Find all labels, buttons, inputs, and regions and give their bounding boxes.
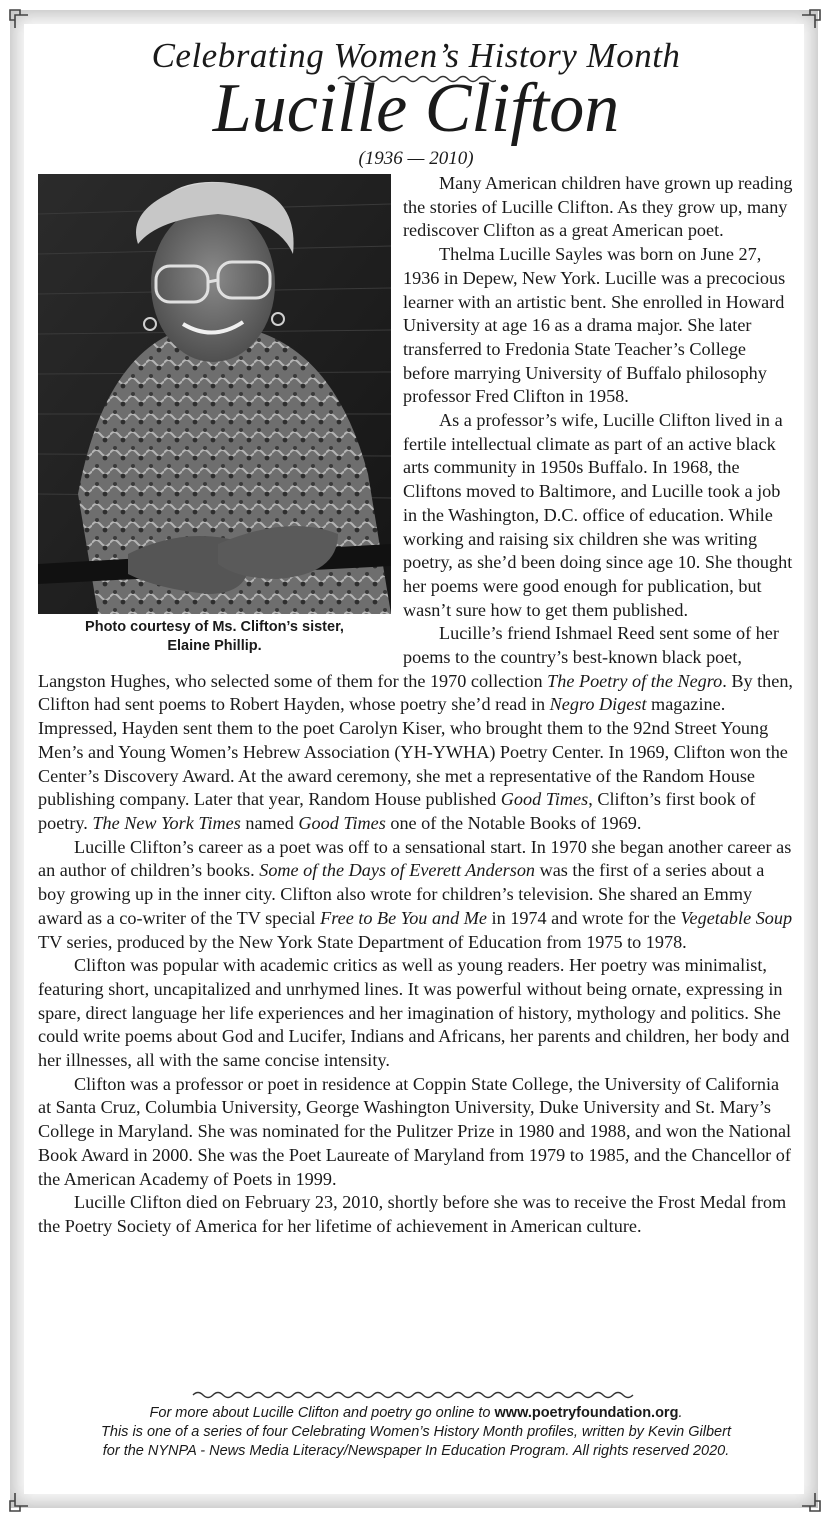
corner-ornament-top-right bbox=[800, 8, 822, 30]
subject-name: Lucille Clifton bbox=[212, 70, 620, 147]
paragraph-3: As a professor’s wife, Lucille Clifton lived in a fertile intellectual climate as part of an active black arts community in 1950s Buffalo. In 1968, the Cliftons moved to Baltimore, and Lucille took a job in the Washington, D.C. office of education. While working and raising six children she was writing poetry, as she’d been doing since age 10. She thought her poems were good enough for publication, but wasn’t sure how to get them published. bbox=[403, 410, 793, 620]
paragraph-7: Clifton was a professor or poet in residence at Coppin State College, the University of California at Santa Cruz, Columbia University, George Washington University, Duke University and St. Mary’s College in Maryland. She was nominated for the Pulitzer Prize in 1980 and 1988, and won the National Book Award in 2000. She was the Poet Laureate of Maryland from 1979 to 1985, and the Chancellor of the American Academy of Poets in 1999. bbox=[38, 1073, 792, 1189]
article-body bbox=[38, 172, 794, 1239]
photo-caption bbox=[38, 618, 391, 656]
photo-caption-line1: Photo courtesy of Ms. Clifton’s sister, bbox=[85, 619, 344, 635]
corner-ornament-bottom-left bbox=[8, 1491, 30, 1513]
paragraph-2: Thelma Lucille Sayles was born on June 27, 1936 in Depew, New York. Lucille was a precocious learner with an artistic bent. She enrolled in Howard University at age 16 as a drama major. She later transferred to Fredonia State Teacher’s College before marrying University of Buffalo philosophy professor Fred Clifton in 1958. bbox=[403, 244, 786, 407]
paragraph-8: Lucille Clifton died on February 23, 2010, shortly before she was to receive the Frost Medal from the Poetry Society of America for her lifetime of achievement in American culture. bbox=[38, 1192, 787, 1236]
paragraph-4: Lucille’s friend Ishmael Reed sent some of her poems to the country’s best-known black poet, Langston Hughes, who selected some of them for the 1970 collection The Poetry of the Negro. By then, Clifton had sent poems to Robert Hayden, whose poetry she’d read in Negro Digest magazine. Impressed, Hayden sent them to the poet Carolyn Kiser, who brought them to the 92nd Street Young Men’s and Young Women’s Hebrew Association (YH-YWHA) Poetry Center. In 1969, Clifton won the Center’s Discovery Award. At the award ceremony, she met a representative of the Random House publishing company. Later that year, Random House published Good Times, Clifton’s first book of poetry. The New York Times named Good Times one of the Notable Books of 1969. bbox=[38, 623, 793, 833]
corner-ornament-bottom-right bbox=[800, 1491, 822, 1513]
portrait-photo bbox=[38, 174, 391, 614]
poetry-foundation-link[interactable]: www.poetryfoundation.org bbox=[494, 1405, 679, 1421]
subject-dates: (1936 — 2010) bbox=[358, 148, 474, 169]
corner-ornament-top-left bbox=[8, 8, 30, 30]
profile-page bbox=[38, 28, 794, 1239]
footer-line-3: for the NYNPA - News Media Literacy/Newspaper In Education Program. All rights reserved 2020. bbox=[102, 1443, 730, 1459]
photo-caption-line2: Elaine Phillip. bbox=[167, 638, 262, 654]
paragraph-5: Lucille Clifton’s career as a poet was off to a sensational start. In 1970 she began another career as an author of children’s books. Some of the Days of Everett Anderson was the first of a series about a boy growing up in the inner city. Clifton also wrote for children’s television. She shared an Emmy award as a co-writer of the TV special Free to Be You and Me in 1974 and wrote for the Vegetable Soup TV series, produced by the New York State Department of Education from 1975 to 1978. bbox=[38, 836, 793, 952]
footer-divider-squiggle bbox=[191, 1390, 641, 1400]
series-title: Celebrating Women’s History Month bbox=[151, 36, 681, 75]
paragraph-6: Clifton was popular with academic critics as well as young readers. Her poetry was minimalist, featuring short, uncapitalized and unrhymed lines. It was powerful without being ornate, expressing in spare, direct language her life experiences and her imagination of history, mythology and politics. She could write poems about God and Lucifer, Indians and Africans, her parents and children, her body and her illnesses, all with the same concise intensity. bbox=[38, 955, 790, 1071]
photo-block bbox=[38, 174, 391, 656]
footer-line-2: This is one of a series of four Celebrating Women’s History Month profiles, written by Kevin Gilbert bbox=[101, 1424, 731, 1440]
footer bbox=[38, 1390, 794, 1461]
footer-line-1: For more about Lucille Clifton and poetry go online to www.poetryfoundation.org. bbox=[149, 1405, 683, 1421]
paragraph-1: Many American children have grown up reading the stories of Lucille Clifton. As they grow up, many rediscover Clifton as a great American poet. bbox=[403, 173, 793, 241]
